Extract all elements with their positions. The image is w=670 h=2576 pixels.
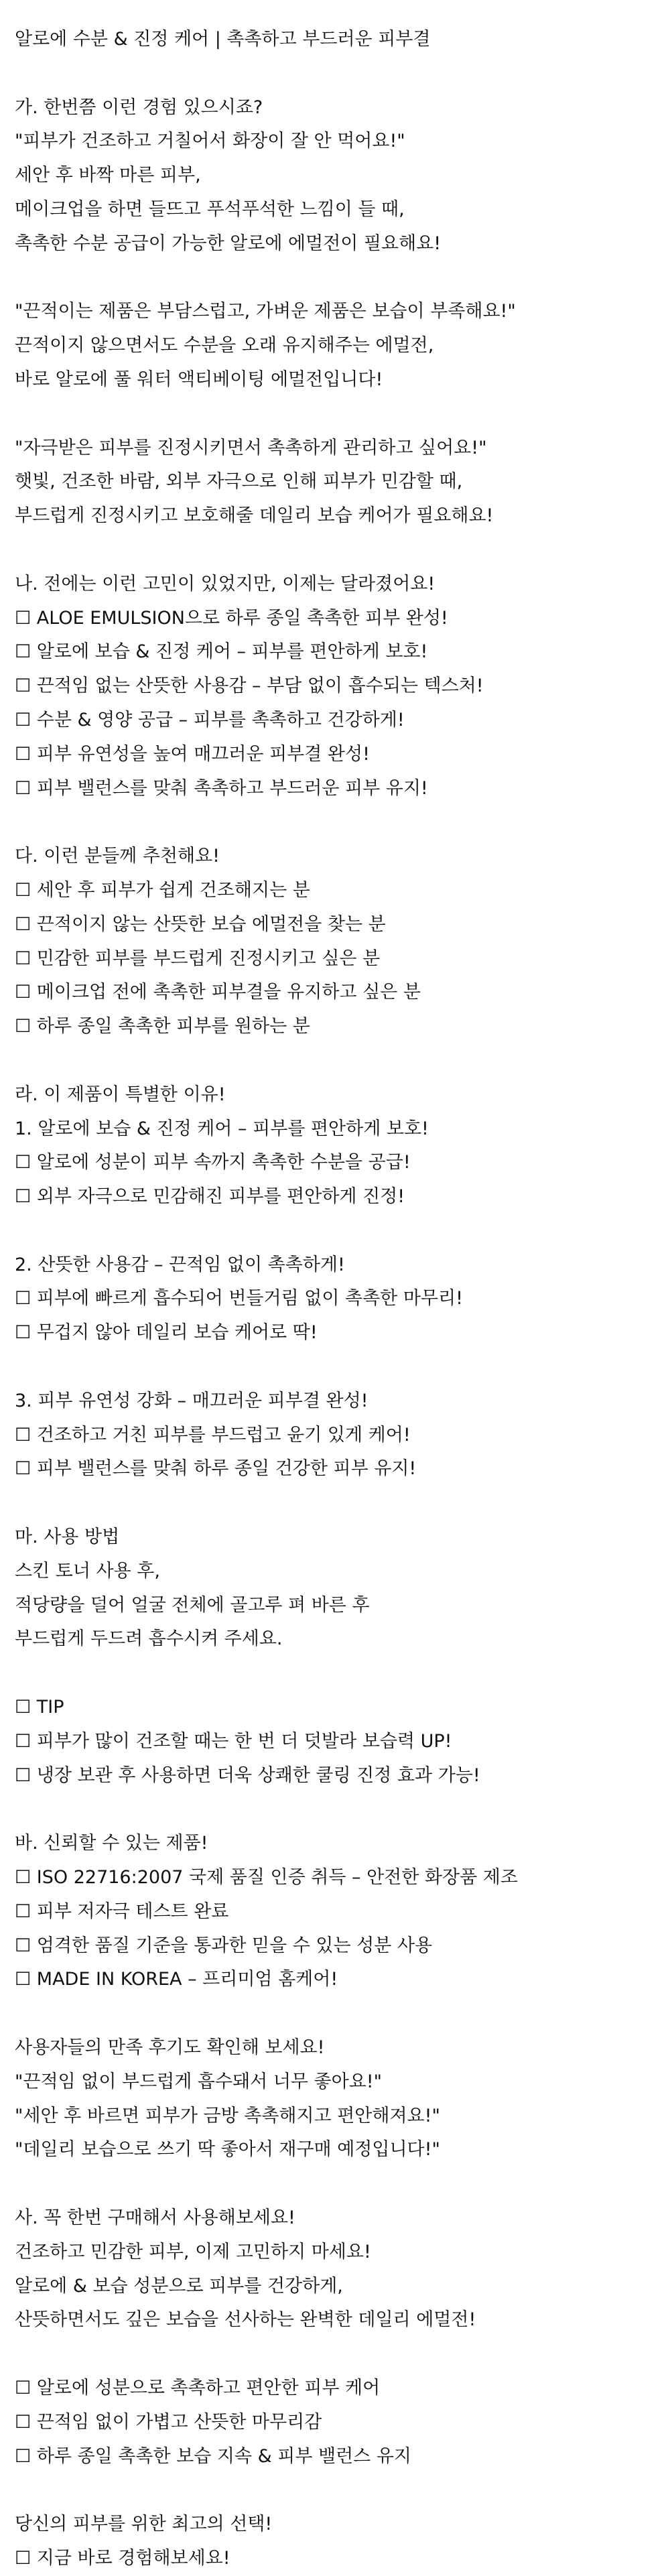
text-line: 사. 꼭 한번 구매해서 사용해보세요!	[15, 2207, 295, 2228]
blank-line	[15, 1657, 655, 1691]
text-line: 나. 전에는 이런 고민이 있었지만, 이제는 달라졌어요!	[15, 573, 436, 594]
text-line: 알로에 & 보습 성분으로 피부를 건강하게,	[15, 2275, 343, 2297]
text-line: ☐ 건조하고 거친 피부를 부드럽고 윤기 있게 케어!	[15, 1424, 411, 1445]
text-line: "자극받은 피부를 진정시키면서 촉촉하게 관리하고 싶어요!"	[15, 437, 487, 458]
text-line: ☐ 피부에 빠르게 흡수되어 번들거림 없이 촉촉한 마무리!	[15, 1288, 463, 1309]
text-line: 마. 사용 방법	[15, 1527, 120, 1548]
text-line: 바. 신뢰할 수 있는 제품!	[15, 1833, 208, 1854]
text-line: ☐ 외부 자극으로 민감해진 피부를 편안하게 진정!	[15, 1186, 405, 1208]
text-line: 1. 알로에 보습 & 진정 케어 – 피부를 편안하게 보호!	[15, 1118, 429, 1139]
text-line: ☐ 피부 밸런스를 맞춰 하루 종일 건강한 피부 유지!	[15, 1458, 417, 1480]
text-line: "끈적임 없이 부드럽게 흡수돼서 너무 좋아요!"	[15, 2071, 383, 2092]
blank-line	[15, 1793, 655, 1827]
text-line: "피부가 건조하고 거칠어서 화장이 잘 안 먹어요!"	[15, 131, 405, 152]
text-line: ☐ 냉장 보관 후 사용하면 더욱 상쾌한 쿨링 진정 효과 가능!	[15, 1764, 480, 1786]
text-line: ☐ 무겁지 않아 데일리 보습 케어로 딱!	[15, 1322, 318, 1344]
text-line: ☐ 지금 바로 경험해보세요!	[15, 2547, 230, 2569]
text-line: 메이크업을 하면 들뜨고 푸석푸석한 느낌이 들 때,	[15, 198, 405, 220]
text-line: 세안 후 바짝 마른 피부,	[15, 165, 201, 186]
text-line: "끈적이는 제품은 부담스럽고, 가벼운 제품은 보습이 부족해요!"	[15, 301, 516, 322]
text-line: 알로에 수분 & 진정 케어 | 촉촉하고 부드러운 피부결	[15, 29, 431, 50]
blank-line	[15, 1214, 655, 1248]
text-line: 가. 한번쯤 이런 경험 있으시죠?	[15, 96, 263, 118]
text-line: ☐ 알로에 보습 & 진정 케어 – 피부를 편안하게 보호!	[15, 641, 428, 663]
text-line: ☐ 엄격한 품질 기준을 통과한 믿을 수 있는 성분 사용	[15, 1935, 433, 1956]
text-line: 건조하고 민감한 피부, 이제 고민하지 마세요!	[15, 2241, 371, 2262]
blank-line	[15, 806, 655, 840]
text-line: "세안 후 바르면 피부가 금방 촉촉해지고 편안해져요!"	[15, 2105, 440, 2126]
text-line: 3. 피부 유연성 강화 – 매끄러운 피부결 완성!	[15, 1390, 368, 1411]
text-line: 끈적이지 않으면서도 수분을 오래 유지해주는 에멀전,	[15, 335, 434, 357]
text-line: 스킨 토너 사용 후,	[15, 1560, 160, 1582]
text-line: 사용자들의 만족 후기도 확인해 보세요!	[15, 2037, 325, 2059]
text-line: 햇빛, 건조한 바람, 외부 자극으로 인해 피부가 민감할 때,	[15, 471, 463, 493]
text-line: 다. 이런 분들께 추천해요!	[15, 846, 220, 867]
text-line: ☐ 알로에 성분으로 촉촉하고 편안한 피부 케어	[15, 2377, 381, 2398]
text-line: 산뜻하면서도 깊은 보습을 선사하는 완벽한 데일리 에멀전!	[15, 2309, 476, 2331]
text-line: ☐ 피부가 많이 건조할 때는 한 번 더 덧발라 보습력 UP!	[15, 1730, 452, 1752]
text-line: ☐ 민감한 피부를 부드럽게 진정시키고 싶은 분	[15, 948, 381, 969]
text-line: ☐ MADE IN KOREA – 프리미엄 홈케어!	[15, 1969, 338, 1990]
text-line: ☐ 메이크업 전에 촉촉한 피부결을 유지하고 싶은 분	[15, 982, 421, 1003]
text-line: ☐ 피부 유연성을 높여 매끄러운 피부결 완성!	[15, 743, 370, 765]
text-line: "데일리 보습으로 쓰기 딱 좋아서 재구매 예정입니다!"	[15, 2139, 440, 2161]
text-line: 부드럽게 진정시키고 보호해줄 데일리 보습 케어가 필요해요!	[15, 505, 494, 527]
text-line: 바로 알로에 풀 워터 액티베이팅 에멀전입니다!	[15, 369, 383, 390]
blank-line	[15, 397, 655, 432]
blank-line	[15, 1486, 655, 1521]
blank-line	[15, 1350, 655, 1384]
text-line: 촉촉한 수분 공급이 가능한 알로에 에멀전이 필요해요!	[15, 233, 442, 254]
text-line: ☐ 세안 후 피부가 쉽게 건조해지는 분	[15, 879, 310, 901]
text-line: ☐ 끈적이지 않는 산뜻한 보습 에멀전을 찾는 분	[15, 913, 386, 935]
text-line: 당신의 피부를 위한 최고의 선택!	[15, 2514, 273, 2535]
text-line: 라. 이 제품이 특별한 이유!	[15, 1084, 226, 1105]
blank-line	[15, 2167, 655, 2201]
text-line: ☐ 끈적임 없이 가볍고 산뜻한 마무리감	[15, 2411, 322, 2433]
text-line: 부드럽게 두드려 흡수시켜 주세요.	[15, 1628, 283, 1650]
blank-line	[15, 2337, 655, 2372]
text-line: ☐ 피부 밸런스를 맞춰 촉촉하고 부드러운 피부 유지!	[15, 777, 428, 799]
text-line: ☐ 피부 저자극 테스트 완료	[15, 1901, 229, 1922]
blank-line	[15, 533, 655, 568]
text-line: ☐ 알로에 성분이 피부 속까지 촉촉한 수분을 공급!	[15, 1152, 411, 1173]
blank-line	[15, 57, 655, 91]
text-line: ☐ 하루 종일 촉촉한 보습 지속 & 피부 밸런스 유지	[15, 2445, 411, 2467]
text-line: ☐ TIP	[15, 1697, 64, 1718]
blank-line	[15, 1997, 655, 2031]
blank-line	[15, 261, 655, 296]
text-line: ☐ 수분 & 영양 공급 – 피부를 촉촉하고 건강하게!	[15, 709, 405, 730]
text-line: ☐ 끈적임 없는 산뜻한 사용감 – 부담 없이 흡수되는 텍스처!	[15, 675, 484, 697]
blank-line	[15, 2473, 655, 2508]
blank-line	[15, 1044, 655, 1078]
text-line: 2. 산뜻한 사용감 – 끈적임 없이 촉촉하게!	[15, 1254, 345, 1275]
text-line: ☐ 하루 종일 촉촉한 피부를 원하는 분	[15, 1016, 310, 1037]
text-line: ☐ ISO 22716:2007 국제 품질 인증 취득 – 안전한 화장품 제조	[15, 1867, 518, 1888]
text-line: 적당량을 덜어 얼굴 전체에 골고루 펴 바른 후	[15, 1594, 370, 1616]
text-line: ☐ ALOE EMULSION으로 하루 종일 촉촉한 피부 완성!	[15, 607, 448, 629]
